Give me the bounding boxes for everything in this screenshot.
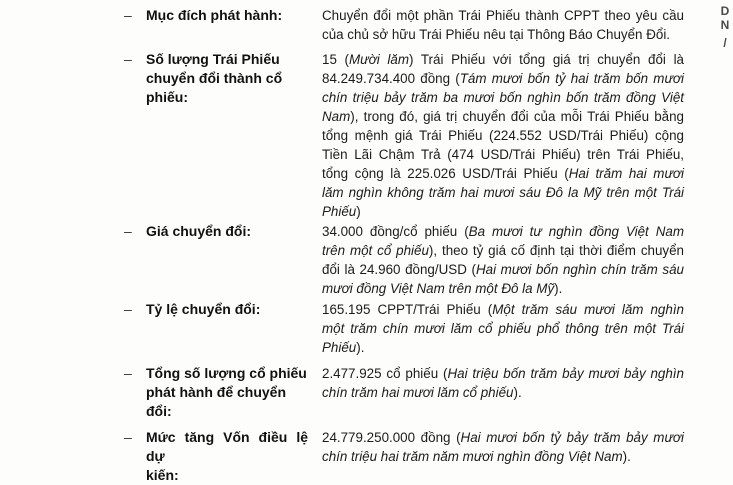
bullet-dash: – <box>124 7 132 23</box>
value-line <box>322 145 684 164</box>
text-run: ). <box>622 449 631 464</box>
label-line: phiếu: <box>146 89 188 105</box>
label-line: kiến: <box>146 467 179 483</box>
value-line <box>322 428 684 447</box>
text-run: Chuyển đổi một phần Trái Phiếu thành CPPT theo yêu cầu <box>322 8 684 23</box>
italic-text: chín triệu hai trăm năm mươi nghìn đồng Việt Nam <box>322 449 623 464</box>
value-line <box>322 364 684 383</box>
text-run: 2.477.925 cổ phiếu ( <box>322 366 448 381</box>
text-run: Tiền Lãi Chậm Trả (474 USD/Trái Phiếu) trên Trái Phiếu, <box>322 147 684 162</box>
label-line: phát hành để chuyển <box>146 384 287 400</box>
text-run: đổi là 24.960 đồng/USD ( <box>322 262 476 277</box>
row-value <box>322 50 684 221</box>
value-line <box>322 69 684 88</box>
row-label <box>146 364 308 421</box>
italic-text: Mười lăm <box>349 52 409 67</box>
text-run: ), theo tỷ giá cố định tại thời điểm chuyển <box>428 243 684 258</box>
bullet-dash: – <box>124 301 132 317</box>
label-line: Số lượng Trái Phiếu <box>146 51 280 67</box>
text-run: ). <box>554 281 563 296</box>
value-line <box>322 338 684 357</box>
bullet-dash: – <box>124 365 132 381</box>
italic-text: Phiếu <box>322 204 357 219</box>
edge-mark: N <box>720 18 730 32</box>
value-line <box>322 222 684 241</box>
row-label <box>146 222 308 241</box>
value-line <box>322 88 684 107</box>
italic-text: lăm nghìn không trăm hai mươi sáu Đô la Mỹ trên một Trái <box>322 185 684 200</box>
text-run: 165.195 CPPT/Trái Phiếu ( <box>322 302 493 317</box>
text-run: ). <box>513 385 522 400</box>
value-line <box>322 300 684 319</box>
text-run: ), trong đó, giá trị chuyển đổi của mỗi Trái Phiếu bằng <box>350 109 684 124</box>
row-value <box>322 364 684 402</box>
edge-mark: D <box>720 4 730 18</box>
text-run: 24.779.250.000 đồng ( <box>322 430 461 445</box>
value-line <box>322 447 684 466</box>
text-run: tổng cộng là 225.026 USD/Trái Phiếu ( <box>322 166 569 181</box>
value-line <box>322 50 684 69</box>
row-label <box>146 50 308 107</box>
text-run: 15 ( <box>322 52 350 67</box>
value-line <box>322 107 684 126</box>
italic-text: Một trăm sáu mươi lăm nghìn <box>492 302 684 317</box>
bullet-dash: – <box>124 223 132 239</box>
value-line <box>322 126 684 145</box>
italic-text: Tám mươi bốn tỷ hai trăm bốn mươi <box>459 71 684 86</box>
value-line <box>322 260 684 279</box>
label-line: Tỷ lệ chuyển đổi: <box>146 301 261 317</box>
value-line <box>322 279 684 298</box>
text-run: ) <box>356 204 361 219</box>
row-value <box>322 428 684 466</box>
row-label <box>146 6 308 25</box>
label-line: đổi: <box>146 403 172 419</box>
row-value <box>322 6 684 44</box>
value-line <box>322 202 684 221</box>
italic-text: trên một cổ phiếu <box>322 243 429 258</box>
text-run: ). <box>356 340 365 355</box>
italic-text: Phiếu <box>322 340 357 355</box>
bullet-dash: – <box>124 51 132 67</box>
text-run: của chủ sở hữu Trái Phiếu nêu tại Thông Báo Chuyển Đổi. <box>322 27 671 42</box>
label-line: Mức tăng Vốn điều lệ dự <box>146 429 308 464</box>
edge-mark: / <box>723 36 727 50</box>
label-line: chuyển đổi thành cổ <box>146 70 283 86</box>
label-line: Giá chuyển đổi: <box>146 223 252 239</box>
italic-text: Hai mươi bốn nghìn chín trăm sáu <box>475 262 684 277</box>
value-line <box>322 241 684 260</box>
value-line <box>322 183 684 202</box>
bullet-dash: – <box>124 429 132 445</box>
italic-text: chín trăm hai mươi lăm cổ phiếu <box>322 385 514 400</box>
italic-text: Hai trăm hai mươi <box>568 166 685 181</box>
text-run: 34.000 đồng/cổ phiếu ( <box>322 224 469 239</box>
row-label <box>146 428 308 485</box>
row-label <box>146 300 308 319</box>
row-value <box>322 222 684 298</box>
label-line: Mục đích phát hành: <box>146 7 283 23</box>
text-run: 84.249.734.400 đồng ( <box>322 71 460 86</box>
value-line <box>322 383 684 402</box>
italic-text: Ba mươi tư nghìn đồng Việt Nam <box>468 224 684 239</box>
text-run: ) Trái Phiếu với tổng giá trị chuyển đổi là <box>408 52 684 67</box>
italic-text: Hai mươi bốn tỷ bảy trăm bảy mươi <box>460 430 684 445</box>
italic-text: mươi đồng Việt Nam trên một Đô la Mỹ <box>322 281 555 296</box>
row-value <box>322 300 684 357</box>
value-line <box>322 319 684 338</box>
italic-text: chín triệu bảy trăm ba mươi bốn nghìn bốn trăm đồng Việt <box>322 90 684 105</box>
value-line <box>322 25 684 44</box>
italic-text: Nam <box>322 109 351 124</box>
text-run: tổng mệnh giá Trái Phiếu (224.552 USD/Trái Phiếu) cộng <box>322 128 684 143</box>
italic-text: một trăm chín mươi lăm cổ phiếu phổ thông trên một Trái <box>322 321 684 336</box>
value-line <box>322 6 684 25</box>
value-line <box>322 164 684 183</box>
italic-text: Hai triệu bốn trăm bảy mươi bảy nghìn <box>447 366 684 381</box>
label-line: Tổng số lượng cổ phiếu <box>146 365 307 381</box>
